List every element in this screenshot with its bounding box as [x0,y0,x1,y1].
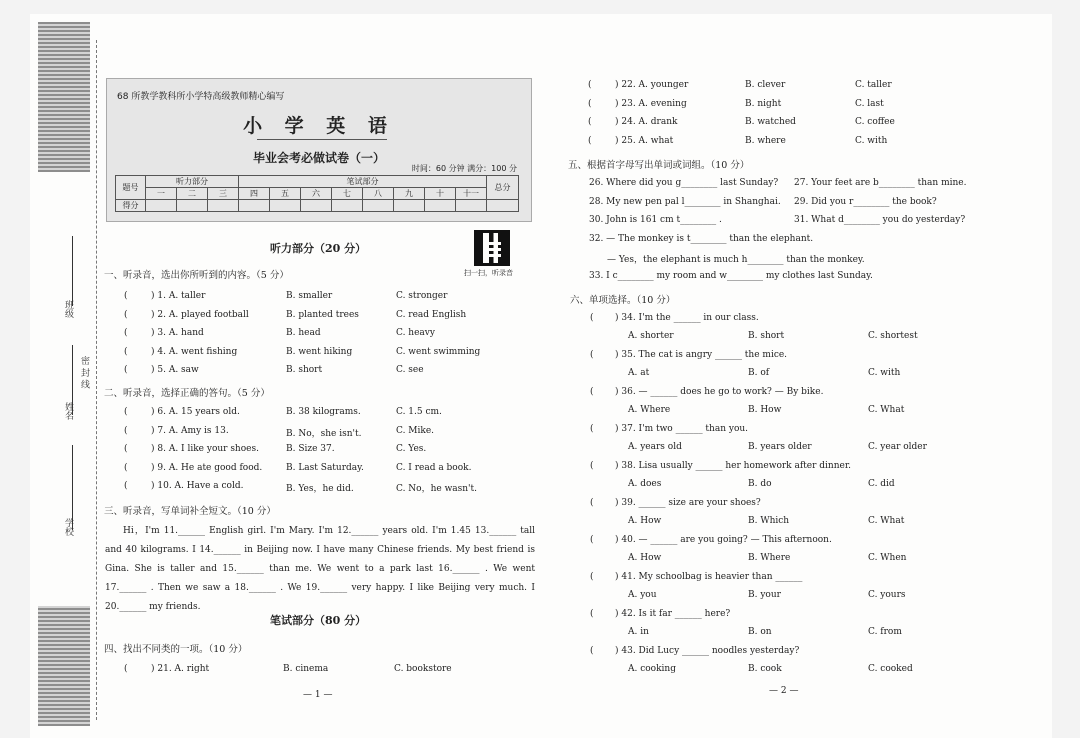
part5-heading: 五、根据首字母写出单词或词组。（10 分） [568,160,750,171]
mc-question: ) 34. I'm the ______ in our class. [615,313,759,323]
fill-in-sentence[interactable]: — Yes，the elephant is much h________ than the monkey. [607,255,865,265]
question-option-c: C. No，he wasn't. [396,484,478,494]
mc-option-c[interactable]: C. from [868,627,902,637]
question-option-c: C. heavy [396,328,435,338]
score-cell[interactable] [208,200,239,212]
col-header: 十一 [456,188,487,200]
question-option-b: B. Yes，he did. [286,484,354,494]
score-cell[interactable] [177,200,208,212]
score-cell[interactable] [270,200,301,212]
mc-question: ) 40. — ______ are you going? — This afternoon. [615,535,832,545]
fill-in-sentence[interactable]: 28. My new pen pal l________ in Shanghai. [589,197,781,207]
mc-option-a[interactable]: A. years old [628,442,682,452]
col-header: 十 [425,188,456,200]
page-number-right: — 2 — [769,686,799,696]
col-header: 八 [363,188,394,200]
mc-question: ) 42. Is it far ______ here? [615,609,731,619]
mc-option-b[interactable]: B. on [748,627,772,637]
qr-caption: 扫一扫，听录音 [464,269,513,277]
mc-option-b[interactable]: B. your [748,590,781,600]
answer-blank[interactable]: ( [124,328,128,338]
mc-question: ) 43. Did Lucy ______ noodles yesterday? [615,646,800,656]
seal-line [96,40,97,720]
mc-option-a[interactable]: A. How [628,516,662,526]
col-header: 一 [146,188,177,200]
question-option-b: B. head [286,328,321,338]
answer-blank[interactable]: ( [124,291,128,301]
answer-blank[interactable]: ( [124,444,128,454]
answer-blank[interactable]: ( [590,498,594,508]
time-and-score: 时间：60 分钟 满分：100 分 [411,164,517,173]
col-header: 四 [239,188,270,200]
mc-option-a[interactable]: A. in [628,627,649,637]
mc-option-b[interactable]: B. do [748,479,772,489]
question-option-b: B. went hiking [286,346,353,357]
question-option-b: B. No，she isn't. [286,428,362,439]
score-cell[interactable] [363,200,394,212]
fill-in-paragraph: Hi，I'm 11.______ English girl. I'm Mary. I'm 12.______ years old. I'm 1.45 13.______ tall and 40 kilograms. I 14.______ in Beijing now. I have many Chinese friends. My best friend is Gina. She is taller and 15.______ than me. We went to a park last 16.______ . We went 17.______ . Then we saw a 18.______ . We 19.______ very happy. I like Beijing very much. I 20.______ my friends. [105,526,535,612]
school-line [72,445,73,530]
answer-blank[interactable]: ( [124,481,128,491]
question-option-b: B. cinema [283,664,329,674]
mc-option-c[interactable]: C. did [868,479,895,489]
mc-option-b[interactable]: B. cook [748,664,782,674]
question-option-b: B. where [745,136,786,147]
question-option-a: ) 4. A. went fishing [151,346,238,357]
score-cell[interactable] [332,200,363,212]
mc-option-a[interactable]: A. cooking [628,664,676,674]
answer-blank[interactable]: ( [588,117,592,128]
question-option-c: C. Yes. [396,444,427,454]
question-option-b: B. clever [745,80,786,90]
seal-label: 密 封 线 [79,356,89,389]
question-option-c: C. read English [396,309,467,320]
answer-blank[interactable]: ( [590,572,594,582]
answer-blank[interactable]: ( [124,407,128,417]
mc-question: ) 38. Lisa usually ______ her homework after dinner. [615,461,852,471]
name-line [72,345,73,415]
answer-blank[interactable]: ( [588,136,592,147]
mc-option-a[interactable]: A. does [628,479,662,489]
question-option-b: B. 38 kilograms. [286,407,361,417]
answer-blank[interactable]: ( [124,425,128,436]
fill-in-sentence[interactable]: 33. I c________ my room and w________ my clothes last Sunday. [589,271,873,281]
mc-option-b[interactable]: B. Where [748,553,791,563]
exam-header [106,78,532,222]
listening-label: 听力部分 [146,176,239,188]
question-option-c: C. last [855,98,884,109]
answer-blank[interactable]: ( [590,387,594,397]
listening-heading: 听力部分（20 分） [270,242,367,255]
mc-option-c[interactable]: C. year older [868,442,927,452]
question-option-a: ) 23. A. evening [615,98,687,109]
mc-question: ) 39. ______ size are your shoes? [615,498,761,508]
question-option-b: B. short [286,365,323,375]
mc-option-b[interactable]: B. Which [748,516,790,526]
question-option-b: B. planted trees [286,309,359,320]
mc-option-b[interactable]: B. How [748,405,782,415]
mc-option-c[interactable]: C. with [868,368,901,378]
mc-question: ) 36. — ______ does he go to work? — By bike. [615,387,824,397]
answer-blank[interactable]: ( [590,461,594,471]
question-option-c: C. 1.5 cm. [396,407,442,417]
class-line [72,236,73,306]
question-option-b: B. Size 37. [286,444,335,454]
question-option-c: C. with [855,136,888,147]
mc-option-a[interactable]: A. you [628,590,657,600]
mc-option-c[interactable]: C. shortest [868,331,918,341]
school-label: 学校 [63,518,73,536]
fill-in-sentence[interactable]: 31. What d________ you do yesterday? [794,215,966,225]
mc-option-a[interactable]: A. at [628,368,650,378]
col-header: 六 [301,188,332,200]
mc-option-a[interactable]: A. shorter [628,331,674,341]
question-option-a: ) 2. A. played football [151,309,249,320]
answer-blank[interactable]: ( [124,346,128,357]
question-option-c: C. see [396,365,424,375]
score-table [115,175,519,212]
mc-option-a[interactable]: A. Where [628,405,671,415]
question-option-b: B. smaller [286,291,333,301]
question-option-a: ) 22. A. younger [615,80,689,90]
writing-heading: 笔试部分（80 分） [270,614,367,627]
fill-in-sentence[interactable]: 26. Where did you g________ last Sunday? [589,178,779,188]
question-option-b: B. Last Saturday. [286,462,364,473]
mc-option-a[interactable]: A. How [628,553,662,563]
answer-blank[interactable]: ( [590,646,594,656]
question-option-a: ) 25. A. what [615,136,674,147]
fill-in-sentence[interactable]: 27. Your feet are b________ than mine. [794,178,967,188]
exam-title: 小 学 英 语 [243,115,395,137]
mc-question: ) 41. My schoolbag is heavier than ______ [615,572,803,582]
answer-blank[interactable]: ( [124,664,128,674]
part3-heading: 三、听录音，写单词补全短文。（10 分） [104,506,276,517]
question-option-a: ) 1. A. taller [151,291,206,301]
row-label-score: 得分 [116,200,146,212]
mc-option-c[interactable]: C. What [868,516,905,526]
answer-blank[interactable]: ( [124,309,128,320]
answer-blank[interactable]: ( [590,609,594,619]
score-cell[interactable] [146,200,177,212]
writing-label: 笔试部分 [239,176,487,188]
question-option-a: ) 7. A. Amy is 13. [151,425,229,436]
binding-strip-top [38,22,90,172]
col-header: 七 [332,188,363,200]
answer-blank[interactable]: ( [590,313,594,323]
col-header: 五 [270,188,301,200]
score-cell[interactable] [425,200,456,212]
fill-in-sentence[interactable]: 29. Did you r________ the book? [794,197,937,207]
col-header: 三 [208,188,239,200]
part4-heading: 四、找出不同类的一项。（10 分） [104,644,248,655]
exam-subtitle: 毕业会考必做试卷（一） [252,151,385,165]
question-option-a: ) 8. A. I like your shoes. [151,444,259,454]
question-option-a: ) 21. A. right [151,664,210,674]
question-option-b: B. night [745,98,782,109]
col-header: 二 [177,188,208,200]
question-option-c: C. I read a book. [396,462,472,473]
score-cell[interactable] [301,200,332,212]
score-cell[interactable] [487,200,519,212]
mc-option-b[interactable]: B. of [748,368,770,378]
question-option-a: ) 5. A. saw [151,365,199,375]
answer-blank[interactable]: ( [588,80,592,90]
mc-option-c[interactable]: C. cooked [868,664,913,674]
class-label: 班级 [63,300,73,318]
score-cell[interactable] [456,200,487,212]
question-option-c: C. Mike. [396,425,435,436]
question-option-a: ) 3. A. hand [151,328,204,338]
binding-strip-bottom [38,606,90,726]
question-option-c: C. went swimming [396,346,481,357]
row-label-number: 题号 [116,176,146,200]
publisher-line: 68 所教学教科所小学特高级教师精心编写 [117,92,285,102]
mc-question: ) 37. I'm two ______ than you. [615,424,749,434]
question-option-c: C. taller [855,80,892,90]
answer-blank[interactable]: ( [124,462,128,473]
answer-blank[interactable]: ( [124,365,128,375]
mc-option-b[interactable]: B. short [748,331,785,341]
question-option-c: C. stronger [396,291,448,301]
page-number-left: — 1 — [303,690,333,700]
mc-option-b[interactable]: B. years older [748,442,812,452]
question-option-a: ) 9. A. He ate good food. [151,462,263,473]
answer-blank[interactable]: ( [588,98,592,109]
answer-blank[interactable]: ( [590,535,594,545]
mc-option-c[interactable]: C. What [868,405,905,415]
fill-in-sentence[interactable]: 30. John is 161 cm t________ . [589,215,722,225]
question-option-a: ) 6. A. 15 years old. [151,407,240,417]
fill-in-sentence[interactable]: 32. — The monkey is t________ than the elephant. [589,234,814,244]
answer-blank[interactable]: ( [590,424,594,434]
mc-question: ) 35. The cat is angry ______ the mice. [615,350,788,360]
col-header: 九 [394,188,425,200]
part2-heading: 二、听录音，选择正确的答句。（5 分） [104,388,270,399]
score-cell[interactable] [394,200,425,212]
part6-heading: 六、单项选择。（10 分） [570,295,676,306]
title-rule [257,139,387,140]
question-option-c: C. bookstore [394,664,452,674]
question-option-c: C. coffee [855,117,895,128]
score-cell[interactable] [239,200,270,212]
mc-option-c[interactable]: C. yours [868,590,906,600]
answer-blank[interactable]: ( [590,350,594,360]
name-label: 姓名 [63,402,73,420]
part1-heading: 一、听录音，选出你所听到的内容。（5 分） [104,270,289,281]
question-option-b: B. watched [745,117,796,128]
mc-option-c[interactable]: C. When [868,553,907,563]
total-label: 总分 [487,176,519,200]
question-option-a: ) 24. A. drank [615,117,678,128]
qr-code-icon[interactable] [474,230,510,266]
question-option-a: ) 10. A. Have a cold. [151,481,244,491]
